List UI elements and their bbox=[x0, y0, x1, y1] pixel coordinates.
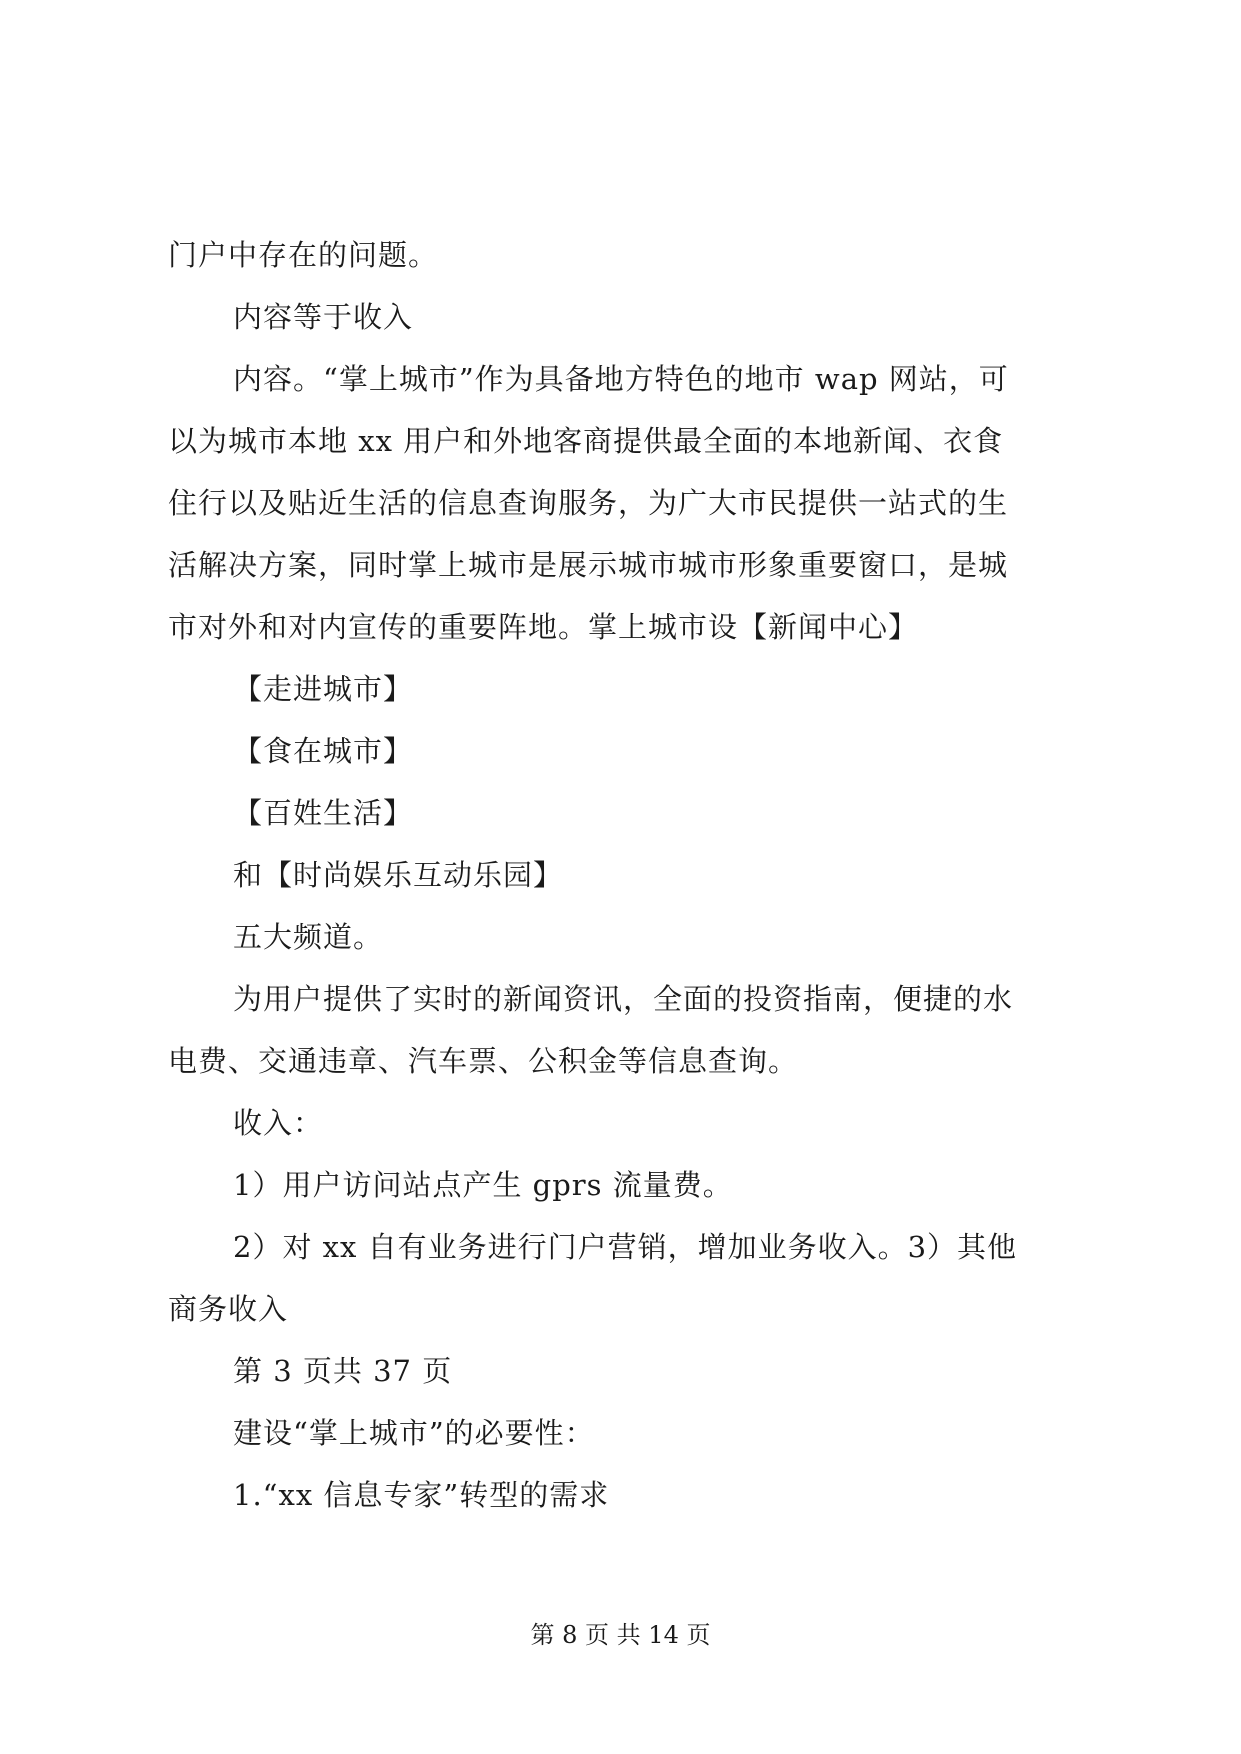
text-line-2: 内容等于收入 bbox=[233, 300, 414, 334]
text-line-7: 市对外和对内宣传的重要阵地。掌上城市设【新闻中心】 bbox=[168, 610, 919, 644]
text-line-1: 门户中存在的问题。 bbox=[168, 238, 439, 272]
text-line-12: 五大频道。 bbox=[233, 920, 384, 954]
text-line-15: 收入： bbox=[233, 1106, 324, 1140]
text-line-16: 1）用户访问站点产生 gprs 流量费。 bbox=[233, 1168, 733, 1202]
text-line-8: 【走进城市】 bbox=[233, 672, 414, 706]
text-line-20: 建设“掌上城市”的必要性： bbox=[233, 1416, 595, 1450]
text-line-13: 为用户提供了实时的新闻资讯，全面的投资指南，便捷的水 bbox=[233, 982, 1014, 1016]
text-line-18: 商务收入 bbox=[168, 1292, 289, 1326]
text-line-5: 住行以及贴近生活的信息查询服务，为广大市民提供一站式的生 bbox=[168, 486, 1009, 520]
text-line-17: 2）对 xx 自有业务进行门户营销，增加业务收入。3）其他 bbox=[233, 1230, 1018, 1264]
text-line-21: 1.“xx 信息专家”转型的需求 bbox=[233, 1478, 610, 1512]
text-line-6: 活解决方案，同时掌上城市是展示城市城市形象重要窗口，是城 bbox=[168, 548, 1009, 582]
page-number-footer: 第 8 页 共 14 页 bbox=[530, 1621, 711, 1649]
document-body bbox=[168, 224, 1088, 1526]
text-line-4: 以为城市本地 xx 用户和外地客商提供最全面的本地新闻、衣食 bbox=[168, 424, 1004, 458]
text-line-11: 和【时尚娱乐互动乐园】 bbox=[233, 858, 564, 892]
text-line-10: 【百姓生活】 bbox=[233, 796, 414, 830]
text-line-19: 第 3 页共 37 页 bbox=[233, 1354, 453, 1388]
text-line-9: 【食在城市】 bbox=[233, 734, 414, 768]
text-line-14: 电费、交通违章、汽车票、公积金等信息查询。 bbox=[168, 1044, 799, 1078]
text-line-3: 内容。“掌上城市”作为具备地方特色的地市 wap 网站，可 bbox=[233, 362, 1009, 396]
